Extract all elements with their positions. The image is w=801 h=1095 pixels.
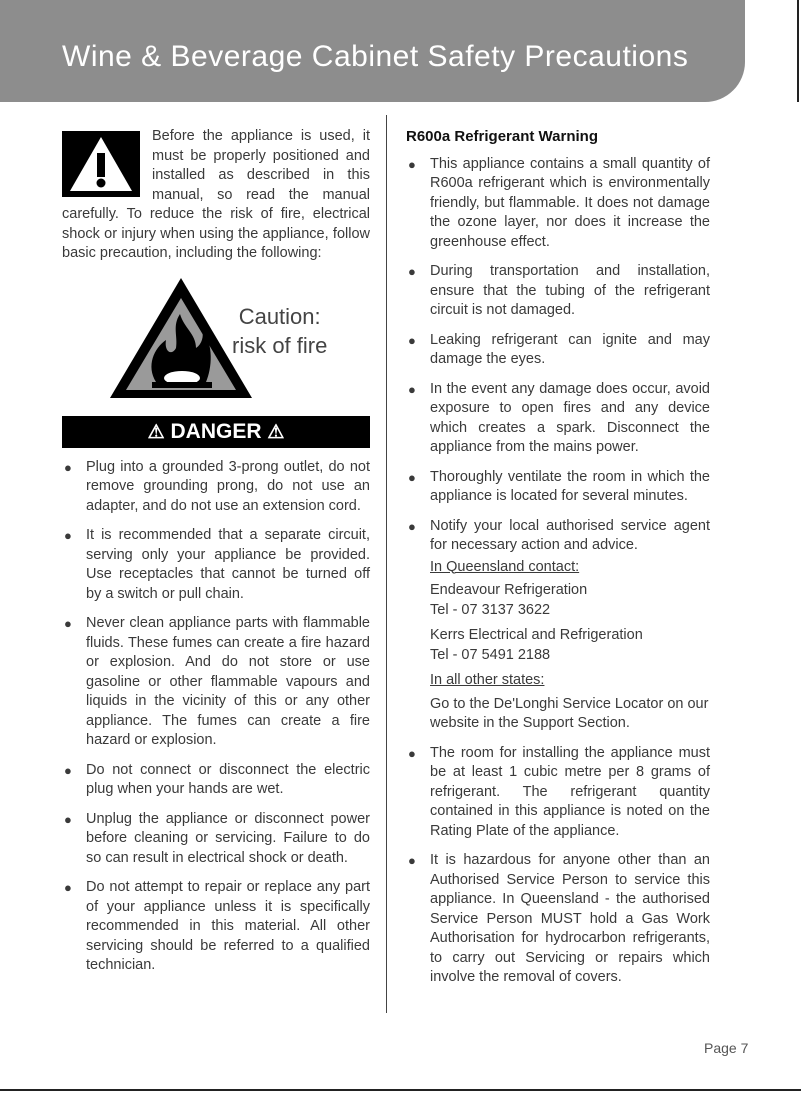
caution-line1: Caution:: [238, 303, 321, 329]
bullet-icon: ●: [64, 459, 72, 475]
bullet-icon: ●: [408, 156, 416, 172]
bullet-icon: ●: [64, 880, 72, 895]
list-item: [406, 331, 710, 370]
list-item-text: Notify your local authorised service agent for necessary action and advice.: [430, 517, 710, 553]
list-item: [406, 517, 710, 556]
bottom-rule: [0, 1089, 801, 1091]
list-item: [62, 810, 370, 869]
bullet-icon: ●: [408, 332, 416, 348]
contact-name: Kerrs Electrical and Refrigeration: [430, 627, 643, 643]
bullet-icon: ●: [64, 811, 72, 827]
list-item-text: Thoroughly ventilate the room in which the appliance is located for several minutes.: [430, 468, 710, 504]
warning-icon: [62, 131, 140, 197]
bullet-icon: ●: [64, 528, 72, 543]
bullet-icon: ●: [408, 853, 416, 868]
list-item: [406, 468, 710, 507]
right-column: [406, 127, 710, 998]
list-item-text: Do not connect or disconnect the electric plug when your hands are wet.: [86, 761, 370, 797]
intro-text: Before the appliance is used, it must be properly positioned and installed as described in this manual, so read the manual carefully. To reduce the risk of fire, electrical shock or injury when using the appliance, follow basic precaution, including the following:: [62, 128, 370, 261]
contact-block: [430, 626, 710, 665]
bullet-icon: ●: [408, 745, 416, 761]
fire-caution: [62, 274, 370, 404]
danger-list: [62, 458, 370, 976]
list-item: [406, 851, 710, 988]
refrigerant-list-2: [406, 744, 710, 988]
refrigerant-heading: R600a Refrigerant Warning: [406, 128, 598, 145]
list-item: [406, 744, 710, 842]
edge-line: [797, 0, 799, 102]
list-item: [406, 155, 710, 253]
list-item-text: Unplug the appliance or disconnect power before cleaning or servicing. Failure to do so can result in electrical shock or death.: [86, 810, 370, 866]
bullet-icon: ●: [64, 616, 72, 631]
header-banner: [0, 0, 745, 102]
list-item-text: Never clean appliance parts with flammable fluids. These fumes can create a fire hazard or explosion. And do not store or use gasoline or other flammable vapours and liquids in the vicinity of this or any other appliance. The fumes can create a fire hazard or explosion.: [86, 615, 370, 748]
contact-name: Endeavour Refrigeration: [430, 582, 588, 598]
list-item-text: Plug into a grounded 3-prong outlet, do not remove grounding prong, do not use an adapter, and do not use an extension cord.: [86, 458, 370, 514]
list-item: [62, 878, 370, 976]
list-item-text: In the event any damage does occur, avoid exposure to open fires and any device which creates a spark. Disconnect the appliance from the mains power.: [430, 380, 710, 455]
list-item-text: It is hazardous for anyone other than an Authorised Service Person to service this appliance. In Queensland - the authorised Service Person MUST hold a Gas Work Authorisation for hydrocarbon refrigerants, to carry out Servicing or repairs which involve the removal of covers.: [430, 852, 710, 985]
other-states-heading: In all other states:: [430, 672, 545, 688]
page-number: Page 7: [704, 1040, 749, 1056]
caution-text: [232, 302, 327, 360]
bullet-icon: ●: [64, 762, 72, 778]
left-column: [62, 127, 370, 986]
contact-block: [430, 581, 710, 620]
list-item-text: Do not attempt to repair or replace any part of your appliance unless it is specifically recommended in this material. All other servicing should be referred to a qualified technician.: [86, 879, 370, 973]
warning-triangle-icon: ⚠: [147, 421, 165, 443]
list-item-text: Leaking refrigerant can ignite and may damage the eyes.: [430, 331, 710, 367]
list-item: [62, 458, 370, 517]
bullet-icon: ●: [408, 518, 416, 534]
list-item-text: It is recommended that a separate circuit, serving only your appliance be provided. Use receptacles that cannot be turned off by a switch or pull chain.: [86, 527, 370, 602]
page-title: Wine & Beverage Cabinet Safety Precautions: [62, 40, 689, 73]
intro-block: [62, 127, 370, 264]
danger-banner: [62, 416, 370, 448]
column-divider: [386, 115, 387, 1013]
list-item: [62, 614, 370, 751]
bullet-icon: ●: [408, 264, 416, 279]
list-item: [62, 761, 370, 800]
list-item: [406, 262, 710, 321]
list-item-text: The room for installing the appliance must be at least 1 cubic metre per 8 grams of refrigerant. The refrigerant quantity contained in this appliance is noted on the Rating Plate of the appliance.: [430, 744, 710, 839]
qld-heading: In Queensland contact:: [430, 558, 580, 575]
danger-label: DANGER: [170, 419, 262, 443]
list-item-text: During transportation and installation, ensure that the tubing of the refrigerant circuit is not damaged.: [430, 263, 710, 318]
other-states-text: Go to the De'Longhi Service Locator on our website in the Support Section.: [430, 695, 709, 731]
refrigerant-list: [406, 155, 710, 556]
list-item: [406, 380, 710, 458]
caution-line2: risk of fire: [232, 332, 328, 358]
list-item-text: This appliance contains a small quantity of R600a refrigerant which is environmentally friendly, but flammable. It does not damage the ozone layer, nor does it increase the greenhouse effect.: [430, 155, 710, 250]
list-item: [62, 526, 370, 604]
warning-triangle-icon: ⚠: [267, 421, 285, 443]
bullet-icon: ●: [408, 381, 416, 397]
contact-tel: Tel - 07 3137 3622: [430, 601, 551, 618]
bullet-icon: ●: [408, 469, 416, 485]
contact-tel: Tel - 07 5491 2188: [430, 646, 551, 663]
